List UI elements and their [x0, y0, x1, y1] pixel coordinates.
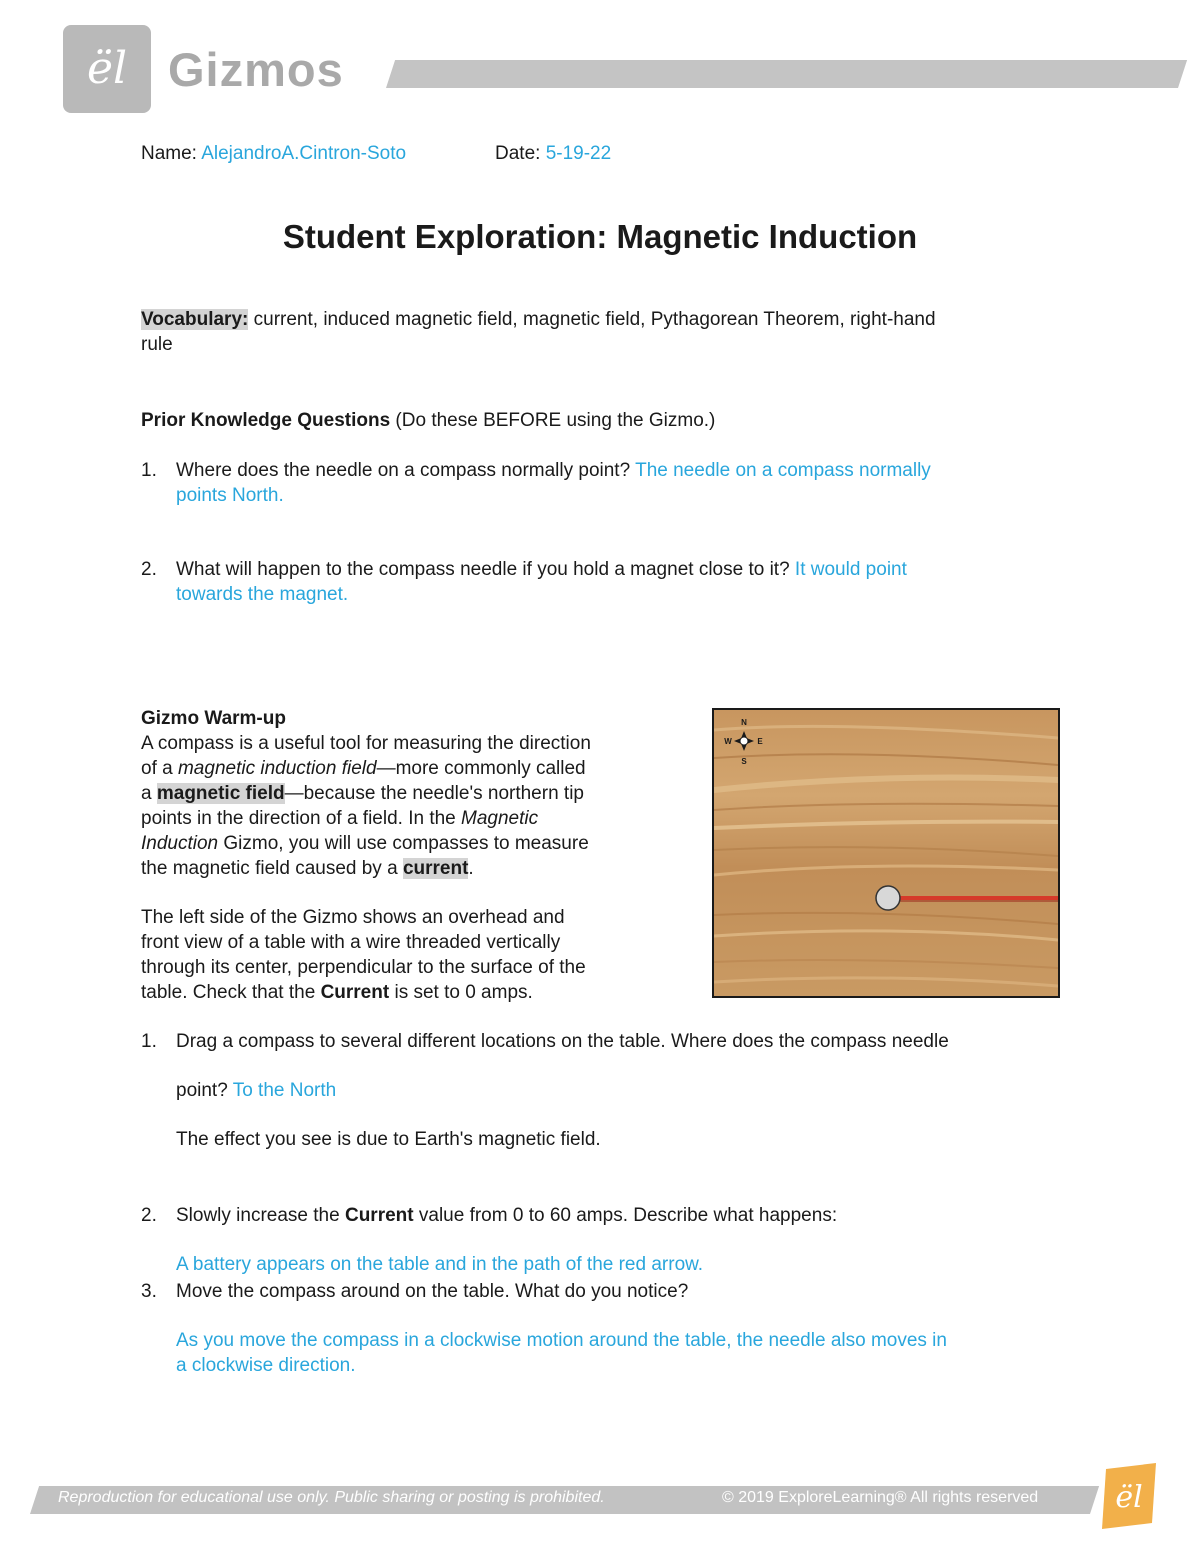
answer-text-cont: a clockwise direction.: [176, 1355, 356, 1376]
compass-w-label: W: [724, 737, 732, 746]
footer-logo-mark: ël: [1115, 1480, 1143, 1515]
answer-text: It would point: [794, 559, 907, 580]
warmup-text: Gizmo, you will use compasses to measure: [218, 833, 589, 854]
name-value: AlejandroA.Cintron-Soto: [201, 143, 407, 164]
question-text: Slowly increase the: [176, 1205, 345, 1226]
prior-heading-bold: Prior Knowledge Questions: [141, 410, 391, 431]
date-value: 5-19-22: [545, 143, 612, 164]
warmup-text: is set to 0 amps.: [389, 982, 533, 1003]
warmup-section: [141, 706, 681, 1005]
explorelearning-footer-logo-icon: [1098, 1463, 1160, 1529]
term-italic: Magnetic: [461, 808, 539, 829]
wood-table-image: [714, 710, 1058, 996]
warmup-text: A compass is a useful tool for measuring the direction: [141, 733, 591, 754]
answer-text-cont: points North.: [176, 485, 284, 506]
footer-disclaimer: Reproduction for educational use only. Public sharing or posting is prohibited.: [58, 1489, 605, 1506]
compass-n-label: N: [741, 718, 747, 727]
term-bold: Current: [320, 982, 390, 1003]
question-number: 3.: [141, 1281, 157, 1302]
compass-e-label: E: [757, 737, 763, 746]
vocabulary-label: Vocabulary:: [141, 309, 249, 330]
question-text: Where does the needle on a compass normally point?: [176, 460, 636, 481]
compass-s-label: S: [741, 757, 747, 766]
warmup-text: front view of a table with a wire threaded vertically: [141, 932, 561, 953]
footer-copyright: © 2019 ExploreLearning® All rights reserved: [722, 1489, 1039, 1506]
wire-cross-section-icon: [876, 886, 900, 910]
vocabulary-terms: current, induced magnetic field, magnetic field, Pythagorean Theorem, right-hand: [248, 309, 936, 330]
warmup-text: a: [141, 783, 157, 804]
header-divider-bar: [386, 60, 1187, 88]
warmup-text: points in the direction of a field. In the: [141, 808, 462, 829]
question-number: 2.: [141, 559, 157, 580]
date-line: [495, 141, 611, 166]
warmup-text: —because the needle's northern tip: [284, 783, 584, 804]
term-highlight: current: [402, 858, 469, 879]
question-number: 1.: [141, 460, 157, 481]
wire-and-current-arrow: [900, 898, 1058, 901]
question-text: value from 0 to 60 amps. Describe what happens:: [413, 1205, 838, 1226]
warmup-text: —more commonly called: [376, 758, 586, 779]
term-bold: Current: [344, 1205, 414, 1226]
term-italic: magnetic induction field: [177, 758, 377, 779]
question-number: 2.: [141, 1205, 157, 1226]
warmup-text: The left side of the Gizmo shows an overhead and: [141, 907, 565, 928]
warmup-text: the magnetic field caused by a: [141, 858, 403, 879]
warmup-heading: Gizmo Warm-up: [141, 708, 286, 729]
warmup-text: of a: [141, 758, 178, 779]
page-title: Student Exploration: Magnetic Induction: [282, 218, 918, 255]
question-text: Drag a compass to several different locations on the table. Where does the compass needle: [176, 1031, 949, 1052]
prior-knowledge-heading: [141, 408, 715, 433]
answer-text: As you move the compass in a clockwise motion around the table, the needle also moves in: [176, 1330, 947, 1351]
question-text: Move the compass around on the table. What do you notice?: [176, 1281, 689, 1302]
brand-title: Gizmos: [168, 43, 344, 96]
answer-text: A battery appears on the table and in the path of the red arrow.: [176, 1254, 704, 1275]
vocabulary-terms-cont: rule: [141, 334, 173, 355]
vocabulary-block: [141, 307, 1081, 357]
date-label: Date:: [495, 143, 541, 164]
answer-text: The needle on a compass normally: [635, 460, 931, 481]
question-note: The effect you see is due to Earth's magnetic field.: [176, 1129, 601, 1150]
question-number: 1.: [141, 1031, 157, 1052]
answer-text: To the North: [232, 1080, 337, 1101]
term-italic: Induction: [141, 833, 219, 854]
name-line: [141, 141, 406, 166]
gizmo-table-figure: [712, 708, 1060, 998]
name-label: Name:: [141, 143, 197, 164]
question-text: What will happen to the compass needle if you hold a magnet close to it?: [176, 559, 795, 580]
warmup-text: through its center, perpendicular to the surface of the: [141, 957, 586, 978]
prior-heading-note: (Do these BEFORE using the Gizmo.): [390, 410, 716, 431]
warmup-text: table. Check that the: [141, 982, 321, 1003]
warmup-text: .: [468, 858, 474, 879]
term-highlight: magnetic field: [156, 783, 285, 804]
question-text-cont: point?: [176, 1080, 233, 1101]
explorelearning-logo-icon: ël: [86, 43, 128, 94]
answer-text-cont: towards the magnet.: [176, 584, 349, 605]
